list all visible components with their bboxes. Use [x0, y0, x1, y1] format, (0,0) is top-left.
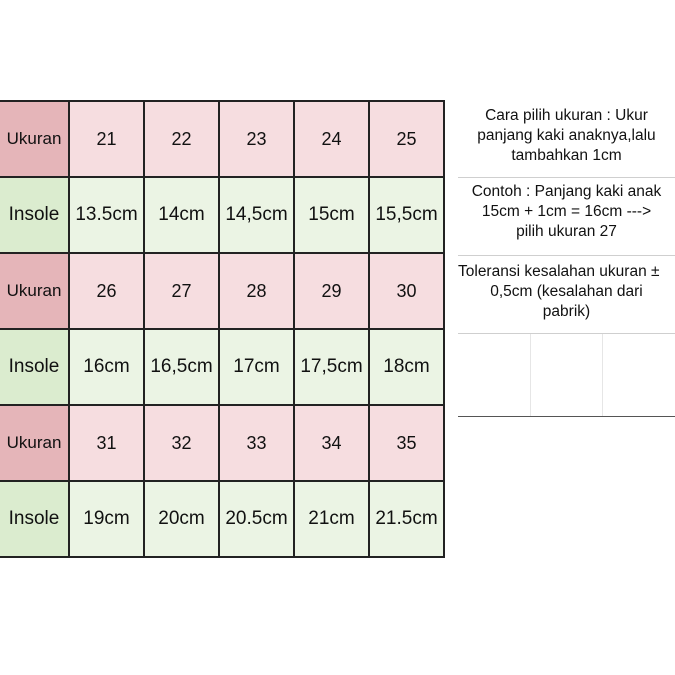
- table-row: [0, 253, 444, 329]
- empty-cell: [603, 334, 675, 416]
- table-row: [0, 329, 444, 405]
- note-line: Cara pilih ukuran : Ukur: [485, 107, 648, 124]
- table-cell: 25: [369, 101, 444, 177]
- table-cell: 21cm: [294, 481, 369, 557]
- table-row: [0, 101, 444, 177]
- row-label: Insole: [0, 177, 69, 253]
- note-how-to-choose: [458, 100, 675, 178]
- table-cell: 27: [144, 253, 219, 329]
- table-cell: 35: [369, 405, 444, 481]
- note-line: 0,5cm (kesalahan dari: [490, 283, 643, 300]
- table-cell: 34: [294, 405, 369, 481]
- table-cell: 30: [369, 253, 444, 329]
- size-guide-notes: [458, 100, 675, 417]
- table-cell: 24: [294, 101, 369, 177]
- note-line: tambahkan 1cm: [511, 147, 622, 164]
- table-cell: 18cm: [369, 329, 444, 405]
- table-cell: 16,5cm: [144, 329, 219, 405]
- row-label: Ukuran: [0, 405, 69, 481]
- table-cell: 20cm: [144, 481, 219, 557]
- row-label: Ukuran: [0, 253, 69, 329]
- note-example: [458, 178, 675, 256]
- table-cell: 17cm: [219, 329, 294, 405]
- table-cell: 19cm: [69, 481, 144, 557]
- table-cell: 14cm: [144, 177, 219, 253]
- table-row: [0, 177, 444, 253]
- note-line: pilih ukuran 27: [516, 223, 617, 240]
- table-cell: 26: [69, 253, 144, 329]
- table-cell: 33: [219, 405, 294, 481]
- row-label: Ukuran: [0, 101, 69, 177]
- table-row: [0, 481, 444, 557]
- table-cell: 21: [69, 101, 144, 177]
- table-cell: 16cm: [69, 329, 144, 405]
- table-cell: 15cm: [294, 177, 369, 253]
- note-line: 15cm + 1cm = 16cm --->: [481, 203, 652, 220]
- table-cell: 29: [294, 253, 369, 329]
- note-line: Toleransi kesalahan ukuran ±: [458, 263, 660, 280]
- table-cell: 15,5cm: [369, 177, 444, 253]
- table-cell: 17,5cm: [294, 329, 369, 405]
- table-cell: 13.5cm: [69, 177, 144, 253]
- note-line: Contoh : Panjang kaki anak: [471, 183, 662, 200]
- table-row: [0, 405, 444, 481]
- table-cell: 14,5cm: [219, 177, 294, 253]
- row-label: Insole: [0, 481, 69, 557]
- empty-cells: [458, 334, 675, 417]
- size-chart-table: [0, 100, 445, 558]
- note-tolerance: [458, 256, 675, 334]
- empty-cell: [531, 334, 604, 416]
- row-label: Insole: [0, 329, 69, 405]
- table-cell: 23: [219, 101, 294, 177]
- table-cell: 32: [144, 405, 219, 481]
- table-cell: 20.5cm: [219, 481, 294, 557]
- table-cell: 22: [144, 101, 219, 177]
- note-line: panjang kaki anaknya,lalu: [477, 127, 656, 144]
- table-cell: 31: [69, 405, 144, 481]
- table-cell: 21.5cm: [369, 481, 444, 557]
- note-line: pabrik): [542, 303, 591, 320]
- empty-cell: [458, 334, 531, 416]
- table-cell: 28: [219, 253, 294, 329]
